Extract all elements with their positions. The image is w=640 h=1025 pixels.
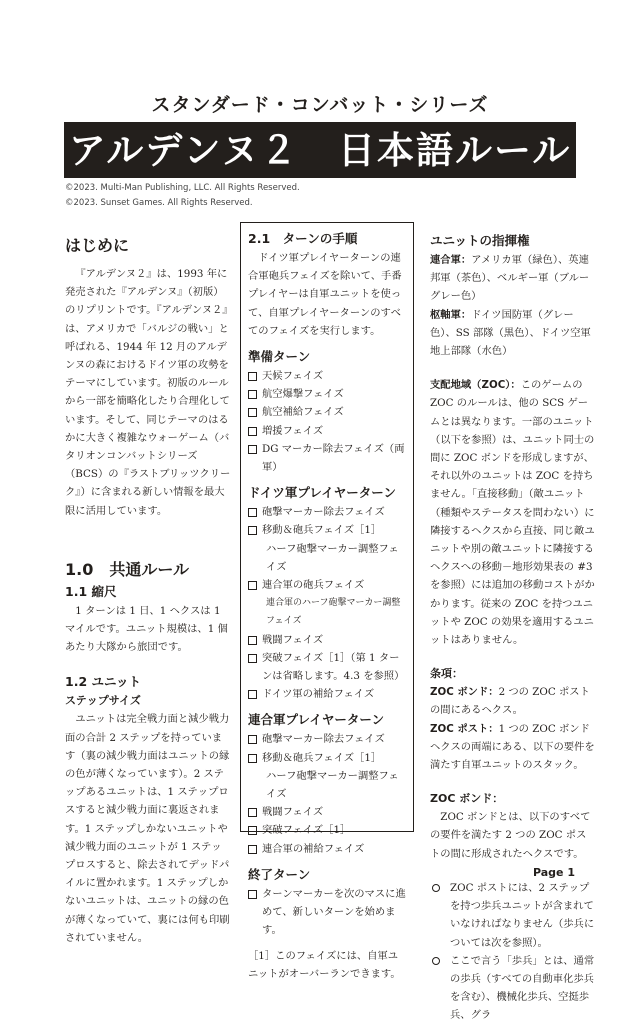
command-heading: ユニットの指揮権 xyxy=(430,233,530,248)
allied-turn-list xyxy=(248,730,406,857)
list-item: 天候フェイズ xyxy=(248,367,406,385)
zoc-post-def xyxy=(430,720,595,775)
list-item: 戦闘フェイズ xyxy=(248,631,406,649)
list-item: ハーフ砲撃マーカー調整フェイズ xyxy=(266,542,399,573)
section-1-heading: 1.0 共通ルール xyxy=(65,559,190,579)
list-item: 戦闘フェイズ xyxy=(248,803,406,821)
footnote: ［1］このフェイズには、自軍ユニットがオーバーランできます。 xyxy=(248,949,401,980)
list-item: 連合軍のハーフ砲撃マーカー調整フェイズ xyxy=(266,598,401,627)
allied-turn-heading: 連合軍プレイヤーターン xyxy=(248,712,385,728)
section-1-1-text: 1 ターンは 1 日、1 ヘクスは 1 マイルです。ユニット規模は、1 個あたり大隊から旅団です。 xyxy=(65,604,228,654)
list-item: ハーフ砲撃マーカー調整フェイズ xyxy=(266,769,399,801)
list-item: 連合軍の砲兵フェイズ xyxy=(248,576,406,594)
zoc-bond-heading: ZOC ボンド： xyxy=(430,792,504,806)
page-number: Page 1 xyxy=(532,866,575,879)
list-item: 増援フェイズ xyxy=(248,422,406,440)
end-turn-list xyxy=(248,885,406,940)
zoc-bond-text: 2 つの ZOC ポストの間にあるヘクス。 xyxy=(430,686,590,717)
section-1-2-heading: 1.2 ユニット xyxy=(65,674,141,690)
terms-heading: 条項： xyxy=(430,667,463,681)
turn-sequence-text: ドイツ軍プレイヤーターンの連合軍砲兵フェイズを除いて、手番プレイヤーは自軍ユニットを使って、自軍プレイヤーターンのすべてのフェイズを実行します。 xyxy=(248,252,402,337)
list-item: ZOC ポストには、2 ステップを持つ歩兵ユニットが含まれていなければなりません（歩兵については次を参照）。 xyxy=(430,879,595,952)
copyright-sunset: ©2023. Sunset Games. All Rights Reserved. xyxy=(65,198,253,208)
series-title: スタンダード・コンバット・シリーズ xyxy=(151,94,489,116)
zoc-bond-label: ZOC ボンド： xyxy=(430,686,499,699)
list-item: 突破フェイズ［1］（第 1 ターンは省略します。4.3 を参照） xyxy=(248,649,406,685)
list-item: 航空爆撃フェイズ xyxy=(248,385,406,403)
zoc-text: このゲームの ZOC のルールは、他の SCS ゲームとは異なります。一部のユニット（以下を参照）は、ユニット同士の間に ZOC ボンドを形成しますが、それ以外のユニットは ZOC を持ちません。「直接移動」（敵ユニット（種類やステータスを問わない）に隣接するヘクスから直接、同じ敵ユニットや別の敵ユニットに隣接するヘクスへの移動－地形効果表の #3 を参照）には追加の移動コストがかかります。従来の ZOC を持つユニットや ZOC の効果を適用するユニットはありません。 xyxy=(430,379,595,647)
axis-label: 枢軸軍： xyxy=(430,308,472,321)
german-turn-heading: ドイツ軍プレイヤーターン xyxy=(248,485,397,501)
column-left xyxy=(65,234,231,947)
list-item: 砲撃マーカー除去フェイズ xyxy=(248,503,406,521)
list-item: DG マーカー除去フェイズ（両軍） xyxy=(248,440,406,476)
intro-heading: はじめに xyxy=(65,236,130,255)
list-item: ドイツ軍の補給フェイズ xyxy=(248,685,406,703)
list-item: 突破フェイズ［1］ xyxy=(248,821,406,839)
list-item: ここで言う「歩兵」とは、通常の歩兵（すべての自動車化歩兵を含む）、機械化歩兵、空挺歩兵、グラ xyxy=(430,952,595,1025)
german-turn-list xyxy=(248,503,406,703)
zoc-bond-def xyxy=(430,683,595,719)
section-1-1-heading: 1.1 縮尺 xyxy=(65,583,117,599)
step-size-text: ユニットは完全戦力面と減少戦力面の合計 2 ステップを持っています（裏の減少戦力面はユニットの縁の色が薄くなっています）。2 ステップあるユニットは、1 ステップロスすると減少戦力面に裏返されます。1 ステップしかないユニットや減少戦力面のユニットが 1 ステップロスすると、除去されてデッドパイルに置かれます。1 ステップしかないユニットは、ユニットの縁の色が薄くなっていて、裏には何も印刷されていません。 xyxy=(65,713,230,944)
page-title: アルデンヌ２ 日本語ルール xyxy=(64,122,576,178)
allied-command xyxy=(430,251,595,306)
end-turn-heading: 終了ターン xyxy=(248,866,311,882)
turn-sequence-box xyxy=(240,222,414,980)
list-item: 移動＆砲兵フェイズ［1］ xyxy=(248,749,406,767)
zoc-bond-requirements xyxy=(430,879,595,1025)
column-right xyxy=(430,231,595,1025)
prep-turn-heading: 準備ターン xyxy=(248,349,311,365)
zoc-label: 支配地域（ZOC）： xyxy=(430,379,521,392)
list-item: 砲撃マーカー除去フェイズ xyxy=(248,730,406,748)
allied-label: 連合軍： xyxy=(430,254,472,266)
list-item: ターンマーカーを次のマスに進めて、新しいターンを始めます。 xyxy=(248,885,406,940)
step-size-heading: ステップサイズ xyxy=(65,694,141,708)
zoc-post-label: ZOC ポスト： xyxy=(430,722,499,735)
list-item: 移動＆砲兵フェイズ［1］ xyxy=(248,521,406,539)
copyright-mmp: ©2023. Multi-Man Publishing, LLC. All Rights Reserved. xyxy=(65,183,300,193)
turn-sequence-heading: 2.1 ターンの手順 xyxy=(248,231,358,246)
intro-paragraph: 『アルデンヌ２』は、1993 年に発売された『アルデンヌ』（初版）のリプリントです。『アルデンヌ２』は、アメリカで「バルジの戦い」と呼ばれる、1944 年 12 月のアルデンヌの森におけるドイツ軍の攻勢をテーマにしています。初版のルールから一部を簡略化したり合理化しています。そして、同じテーマのはるかに大きく複雑なウォーゲーム（バタリオンコンバットシリーズ（BCS）の『ラストブリッツクリーク』）に含まれる新しい情報を最大限に活用しています。 xyxy=(65,268,231,517)
list-item: 航空補給フェイズ xyxy=(248,403,406,421)
zoc-post-text: 1 つの ZOC ボンドヘクスの両端にある、以下の要件を満たす自軍ユニットのスタック。 xyxy=(430,722,595,772)
allied-text: アメリカ軍（緑色）、英連邦軍（茶色）、ベルギー軍（ブルーグレー色） xyxy=(430,254,590,303)
zoc-bond-paragraph: ZOC ボンドとは、以下のすべての要件を満たす 2 つの ZOC ポストの間に形成されたヘクスです。 xyxy=(430,811,591,860)
axis-command xyxy=(430,306,595,361)
list-item: 連合軍の補給フェイズ xyxy=(248,840,406,858)
axis-text: ドイツ国防軍（グレー色）、SS 部隊（黒色）、ドイツ空軍地上部隊（水色） xyxy=(430,308,591,358)
prep-turn-list xyxy=(248,367,406,476)
zoc-paragraph xyxy=(430,376,595,649)
